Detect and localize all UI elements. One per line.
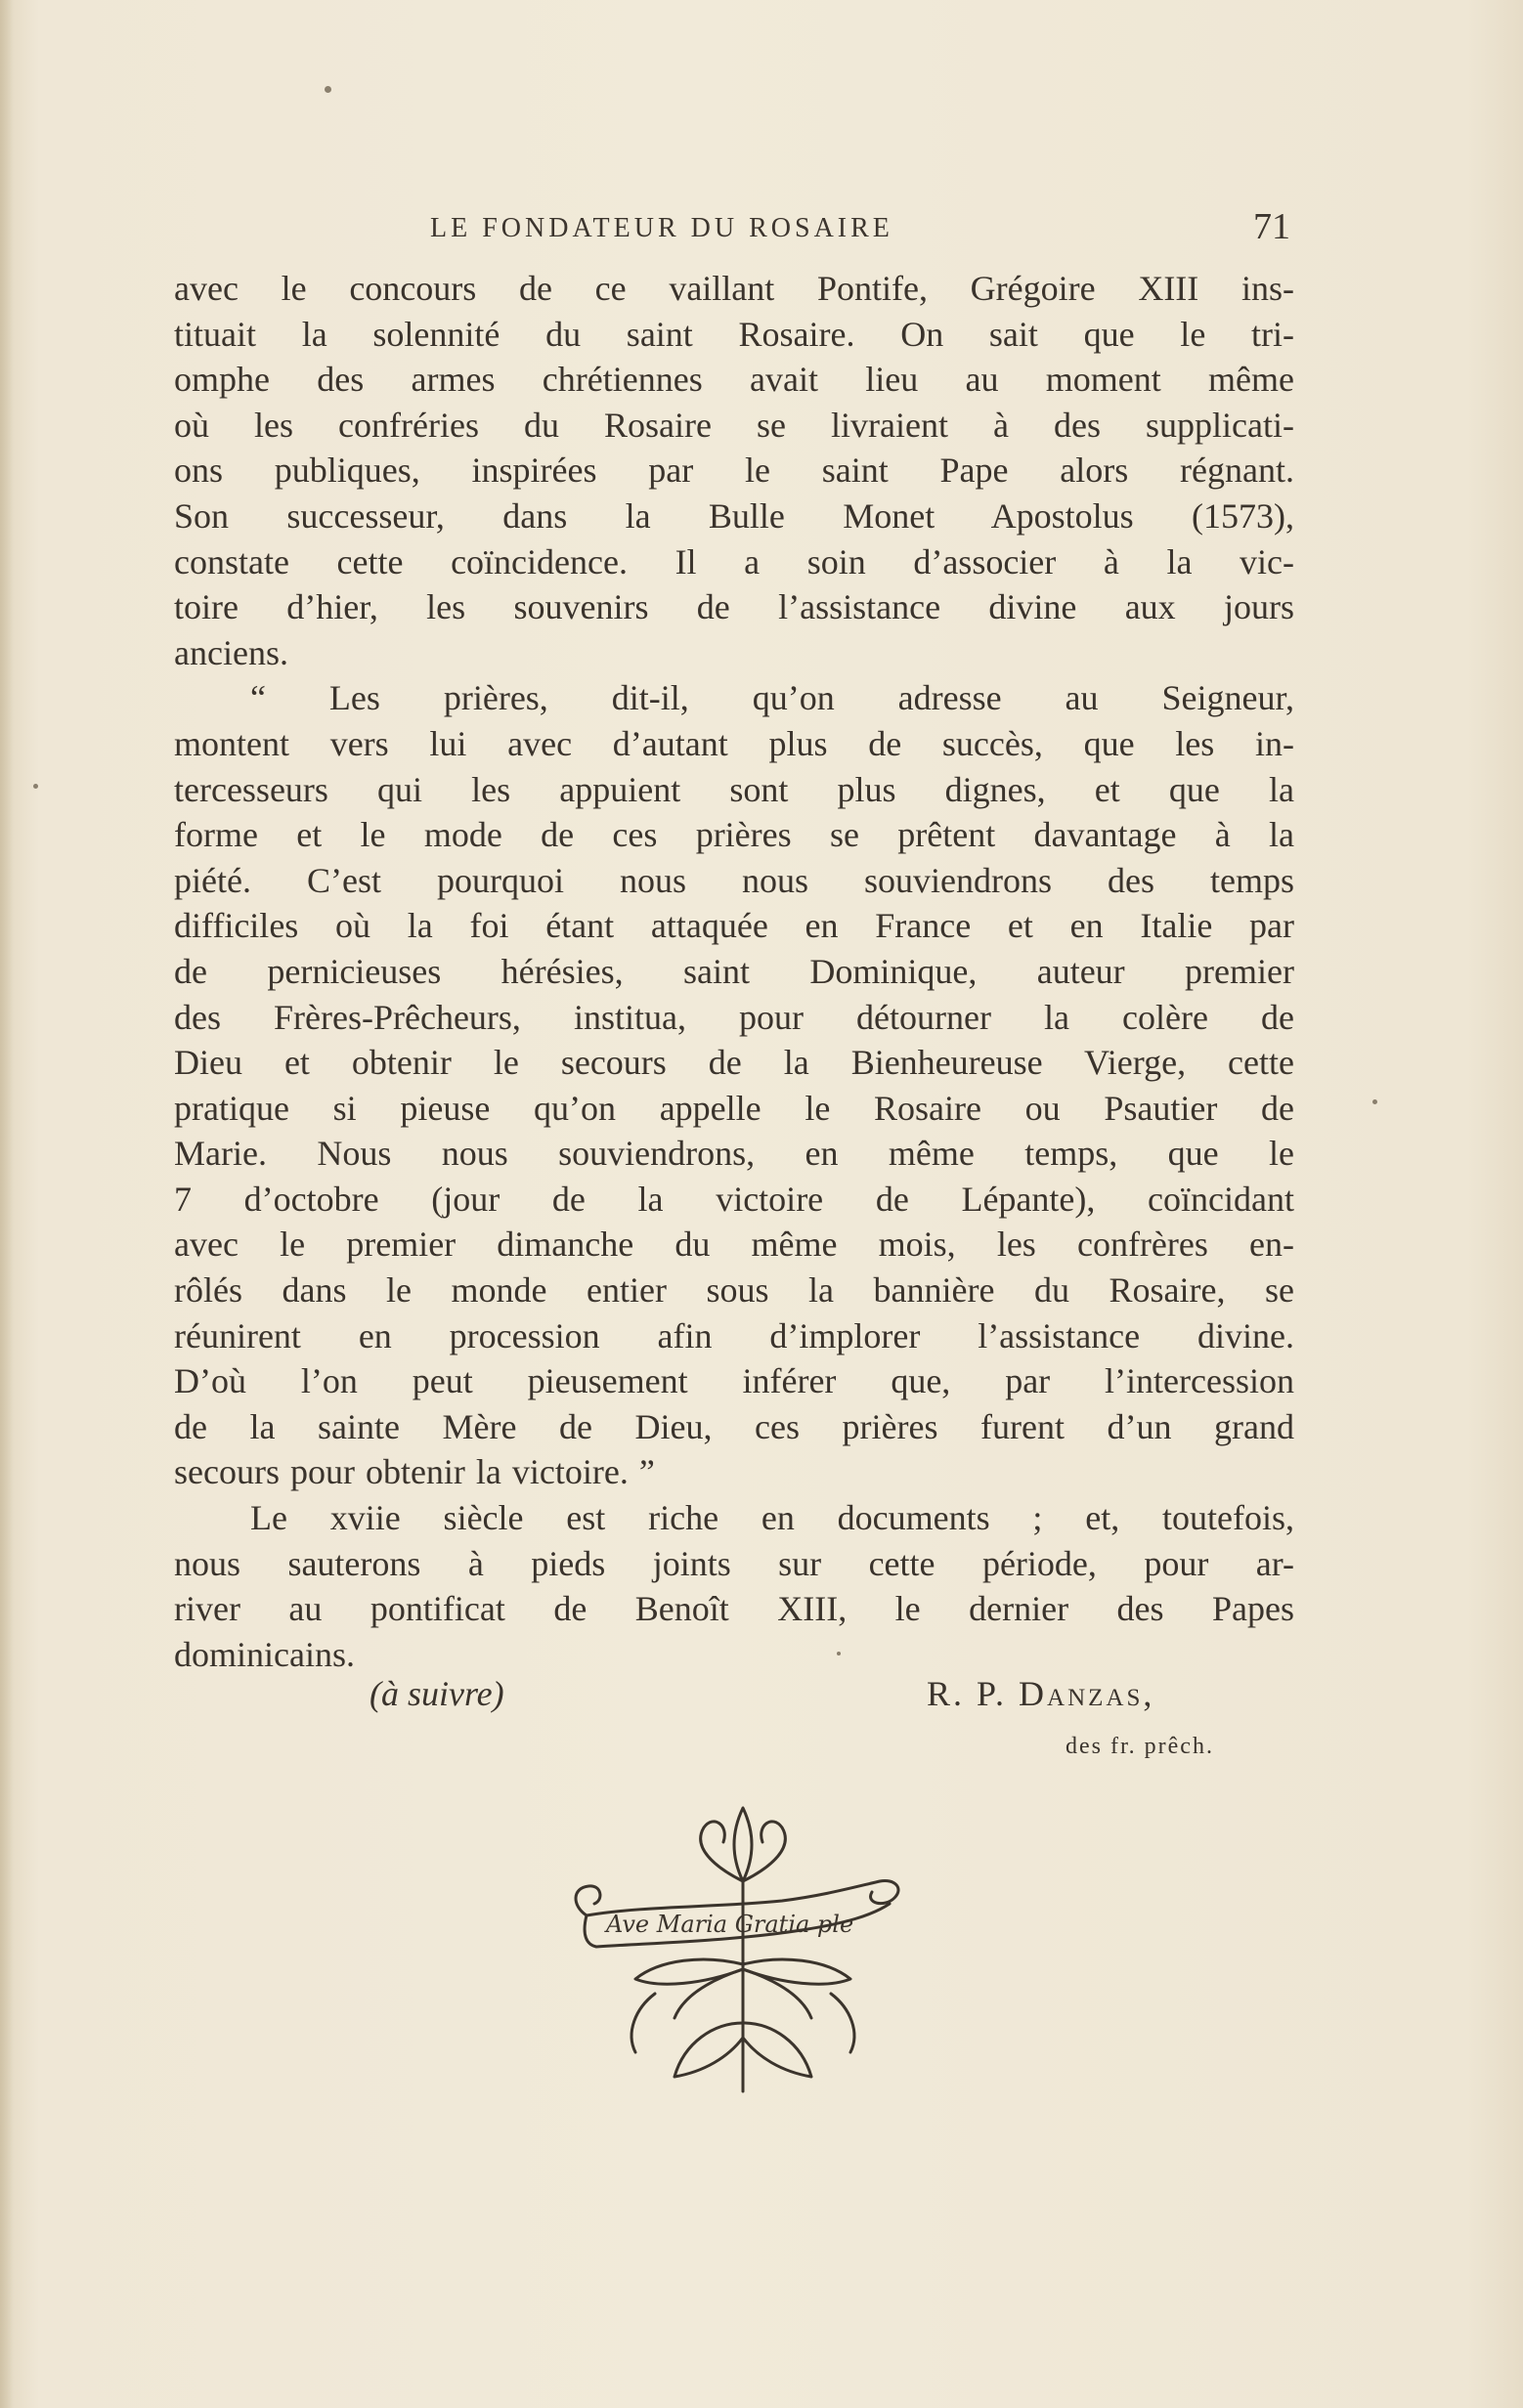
text-line: des Frères-Prêcheurs, institua, pour détourner la colère de xyxy=(174,997,1294,1037)
page-binding-edge xyxy=(0,0,14,2408)
text-line: rôlés dans le monde entier sous la bannière du Rosaire, se xyxy=(174,1270,1294,1311)
body-text xyxy=(174,266,1294,1677)
paper-speck xyxy=(837,1652,841,1656)
running-header xyxy=(176,206,1290,252)
text-line: “ Les prières, dit-il, qu’on adresse au Seigneur, xyxy=(250,678,1294,718)
text-line: secours pour obtenir la victoire. ” xyxy=(174,1452,655,1492)
text-line: Son successeur, dans la Bulle Monet Apostolus (1573), xyxy=(174,495,1294,536)
text-line: Marie. Nous nous souviendrons, en même temps, que le xyxy=(174,1134,1294,1174)
text-line: Le xviie siècle est riche en documents ; et, toutefois, xyxy=(250,1498,1294,1538)
text-line: où les confréries du Rosaire se livraient à des supplicati- xyxy=(174,405,1294,445)
text-line: tituait la solennité du saint Rosaire. On sait que le tri- xyxy=(174,314,1294,354)
text-line: piété. C’est pourquoi nous nous souviendrons des temps xyxy=(174,860,1294,900)
text-line: tercesseurs qui les appuient sont plus dignes, et que la xyxy=(174,769,1294,809)
running-title: LE FONDATEUR DU ROSAIRE xyxy=(430,213,893,243)
text-line: toire d’hier, les souvenirs de l’assistance divine aux jours xyxy=(174,587,1294,627)
text-line: 7 d’octobre (jour de la victoire de Lépante), coïncidant xyxy=(174,1179,1294,1219)
paper-speck xyxy=(33,784,38,789)
text-line: avec le premier dimanche du même mois, les confrères en- xyxy=(174,1225,1294,1265)
text-line: D’où l’on peut pieusement inférer que, par l’intercession xyxy=(174,1361,1294,1401)
text-line: pratique si pieuse qu’on appelle le Rosaire ou Psautier de xyxy=(174,1088,1294,1128)
text-line: Dieu et obtenir le secours de la Bienheureuse Vierge, cette xyxy=(174,1043,1294,1083)
text-line: de pernicieuses hérésies, saint Dominique, auteur premier xyxy=(174,951,1294,991)
text-line: forme et le mode de ces prières se prêtent davantage à la xyxy=(174,815,1294,855)
text-line: constate cette coïncidence. Il a soin d’associer à la vic- xyxy=(174,541,1294,581)
text-line: nous sauterons à pieds joints sur cette période, pour ar- xyxy=(174,1543,1294,1583)
text-line: dominicains. xyxy=(174,1634,355,1674)
text-line: montent vers lui avec d’autant plus de succès, que les in- xyxy=(174,723,1294,763)
text-line: omphe des armes chrétiennes avait lieu au moment même xyxy=(174,360,1294,400)
text-line: ons publiques, inspirées par le saint Pape alors régnant. xyxy=(174,451,1294,491)
text-line: river au pontificat de Benoît XIII, le dernier des Papes xyxy=(174,1589,1294,1629)
author-signature: R. P. Danzas, xyxy=(927,1674,1155,1713)
text-line: anciens. xyxy=(174,632,288,672)
text-line: réunirent en procession afin d’implorer l’assistance divine. xyxy=(174,1315,1294,1355)
page-number: 71 xyxy=(1253,206,1290,247)
paper-speck xyxy=(1372,1099,1377,1104)
author-title: des fr. prêch. xyxy=(1066,1734,1214,1759)
ornament-banner-text: Ave Maria Gratia ple xyxy=(606,1911,854,1938)
text-line: de la sainte Mère de Dieu, ces prières furent d’un grand xyxy=(174,1406,1294,1446)
paper-speck xyxy=(325,86,331,93)
fleur-de-lis-banner-ornament-icon xyxy=(567,1798,919,2121)
text-line: difficiles où la foi étant attaquée en France et en Italie par xyxy=(174,906,1294,946)
text-line: avec le concours de ce vaillant Pontife, Grégoire XIII ins- xyxy=(174,269,1294,308)
signature-block xyxy=(174,1673,1294,1759)
continuation-note: (à suivre) xyxy=(370,1674,504,1713)
